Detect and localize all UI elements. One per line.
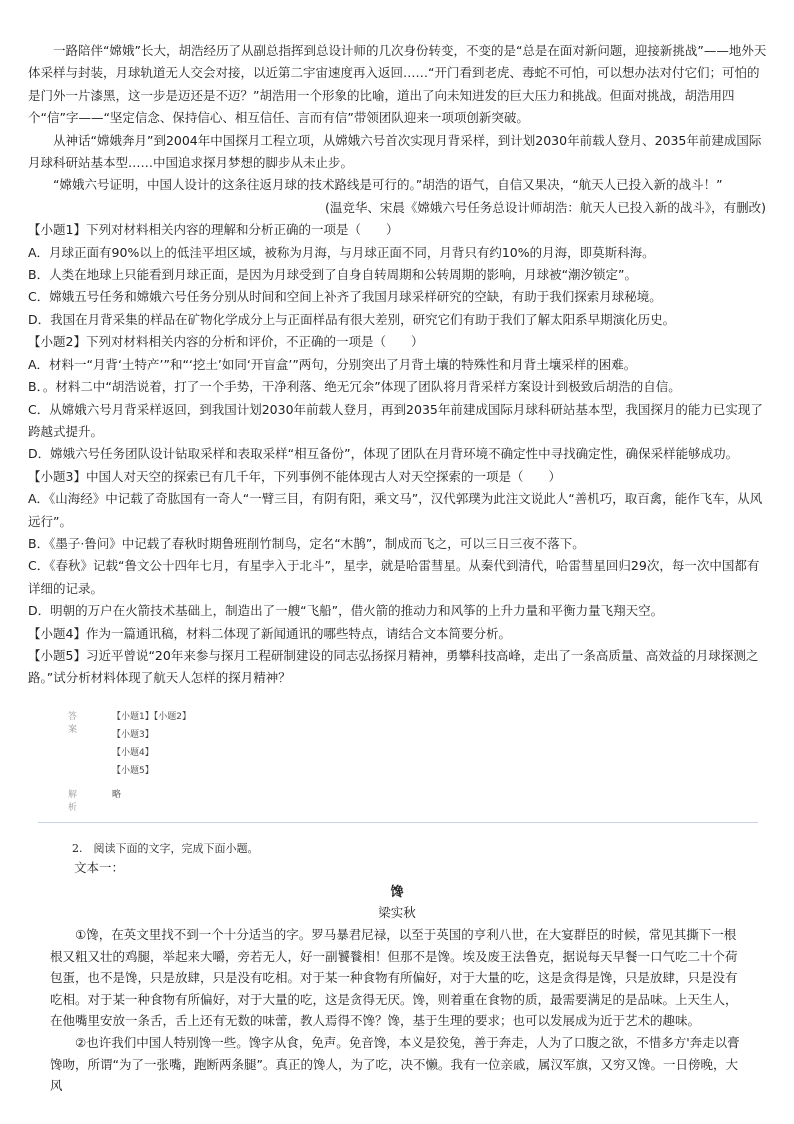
- analysis-label: 解析: [68, 790, 81, 813]
- essay-paragraph-2: ②也许我们中国人特别馋一些。馋字从食，免声。免音馋，本义是狡兔，善于奔走，人为了口腹之欲，不惜多方'奔走以膏馋吻，所谓“为了一张嘴，跑断两条腿”。真正的馋人，为了吃，决不懒。我有一位亲戚，属汉军旗，又穷又馋。一日傍晚，大风: [50, 1034, 740, 1094]
- question-2-option-a: A．材料一“月背‘土特产’”和“‘挖土’如同‘开盲盒’”两句，分别突出了月背土壤的特殊性和月背土壤采样的困难。: [28, 356, 637, 372]
- question-3-option-d: D．明朝的万户在火箭技术基础上，制造出了一艘“飞船”，借火箭的推动力和风筝的上升力量和平衡力量飞翔天空。: [28, 603, 664, 619]
- text-one-label: 文本一：: [74, 860, 125, 875]
- question-1-stem: 【小题1】下列对材料相关内容的理解和分析正确的一项是（ ）: [28, 222, 399, 238]
- analysis-text: 略: [112, 790, 122, 800]
- question-2-option-d: D．嫦娥六号任务团队设计钻取采样和表取采样“相互备份”，体现了团队在月背环境不确定性中寻找确定性，确保采样能够成功。: [28, 446, 739, 462]
- question-3-option-b: B．《墨子·鲁问》中记载了春秋时期鲁班削竹制鸟，定名“木鹊”，制成而飞之，可以三日三夜不落下。: [28, 535, 585, 551]
- question-2-option-c: C．从嫦娥六号月背采样返回，到我国计划2030年前载人登月，再到2035年前建成国际月球科研站基本型，我国探月的能力已实现了跨越式提升。: [28, 401, 763, 439]
- question-1-option-d: D．我国在月背采集的样品在矿物化学成分上与正面样品有很大差别，研究它们有助于我们了解太阳系早期演化历史。: [28, 311, 676, 327]
- essay-paragraph-1: ①馋，在英文里找不到一个十分适当的字。罗马暴君尼禄，以至于英国的亨利八世，在大宴群臣的时候，常见其撕下一根根又粗又壮的鸡腿，举起来大嚼，旁若无人，好一副饕餮相！但那不是馋。埃及废王法鲁克，据说每天早餐一口气吃二十个荷包蛋，也不是馋，只是放肆，只是没有吃相。对于某一种食物有所偏好，对于大量的吃，这是贪得是馋，只是放肆，只是没有吃相。对于某一种食物有所偏好，对于大量的吃，这是贪得无厌。馋，则着重在食物的质，最需要满足的是品味。上天生人，在他嘴里安放一条舌，舌上还有无数的味蕾，教人焉得不馋？馋，基于生理的要求；也可以发展成为近于艺术的趣味。: [50, 927, 738, 1029]
- question-4-stem: 【小题4】作为一篇通讯稿，材料二体现了新闻通讯的哪些特点，请结合文本简要分析。: [28, 625, 511, 641]
- question-3-option-a: A．《山海经》中记载了奇肱国有一奇人“一臂三目，有阴有阳，乘文马”，汉代郭璞为此注文说此人“善机巧，取百禽，能作飞车，从风远行”。: [28, 491, 763, 529]
- question-5-stem: 【小题5】习近平曾说“20年来参与探月工程研制建设的同志弘扬探月精神，勇攀科技高峰，走出了一条高质量、高效益的月球探测之路。”试分析材料体现了航天人怎样的探月精神？: [28, 647, 759, 686]
- passage-paragraph-3: “嫦娥六号证明，中国人设计的这条往返月球的技术路线是可行的。”胡浩的语气，自信又果决，“航天人已投入新的战斗！”: [53, 177, 723, 193]
- passage-paragraph-1: 一路陪伴“嫦娥”长大，胡浩经历了从副总指挥到总设计师的几次身份转变，不变的是“总是在面对新问题，迎接新挑战”——地外天体采样与封装，月球轨道无人交会对接，以近第二宇宙速度再入返回……“开门看到老虎、毒蛇不可怕，可以想办法对付它们；可怕的是门外一片漆黑，这一步是迈还是不迈？”胡浩用一个形象的比喻，道出了向未知进发的巨大压力和挑战。但面对挑战，胡浩用四个“信”字——“坚定信念、保持信心、相互信任、言而有信”带领团队迎来一项项创新突破。: [28, 43, 767, 126]
- passage-source: (温竞华、宋晨《嫦娥六号任务总设计师胡浩：航天人已投入新的战斗》，有删改): [324, 199, 766, 215]
- essay-body: [50, 924, 746, 1097]
- question-3-stem: 【小题3】中国人对天空的探索已有几千年，下列事例不能体现古人对天空探索的一项是（ ）: [28, 468, 561, 484]
- question-1-option-a: A．月球正面有90%以上的低洼平坦区域，被称为月海，与月球正面不同，月背只有约10%的月海，即莫斯科海。: [28, 244, 655, 260]
- answer-label: 答案: [68, 712, 81, 735]
- question-2-stem: 【小题2】下列对材料相关内容的分析和评价，不正确的一项是（ ）: [28, 334, 424, 350]
- answer-item: 【小题3】: [112, 730, 154, 740]
- passage-paragraph-2: 从神话“嫦娥奔月”到2004年中国探月工程立项，从嫦娥六号首次实现月背采样，到计划2030年前载人登月、2035年前建成国际月球科研站基本型……中国追求探月梦想的脚步从未止步。: [28, 132, 762, 171]
- question-3-option-c: C．《春秋》记载“鲁文公十四年七月，有星孛入于北斗”，星孛，就是哈雷彗星。从秦代到清代，哈雷彗星回归29次，每一次中国都有详细的记录。: [28, 558, 760, 596]
- answer-item: 【小题1】【小题2】: [112, 712, 191, 722]
- essay-author: 梁实秋: [378, 905, 416, 920]
- question-1-option-c: C．嫦娥五号任务和嫦娥六号任务分别从时间和空间上补齐了我国月球采样研究的空缺，有助于我们探索月球秘境。: [28, 289, 662, 305]
- question-1-option-b: B．人类在地球上只能看到月球正面，是因为月球受到了自身自转周期和公转周期的影响，月球被“潮汐锁定”。: [28, 267, 638, 283]
- section-divider: [38, 822, 758, 823]
- question-2-option-b: B．。材料二中“胡浩说着，打了一个手势，干净利落、绝无冗余”体现了团队将月背采样方案设计到极致后胡浩的自信。: [28, 379, 681, 395]
- question-2-heading: 2. 阅读下面的文字，完成下面小题。: [72, 842, 259, 855]
- answer-item: 【小题5】: [112, 766, 154, 776]
- essay-title: 馋: [390, 885, 404, 900]
- passage-material: [28, 40, 770, 690]
- answer-item: 【小题4】: [112, 748, 154, 758]
